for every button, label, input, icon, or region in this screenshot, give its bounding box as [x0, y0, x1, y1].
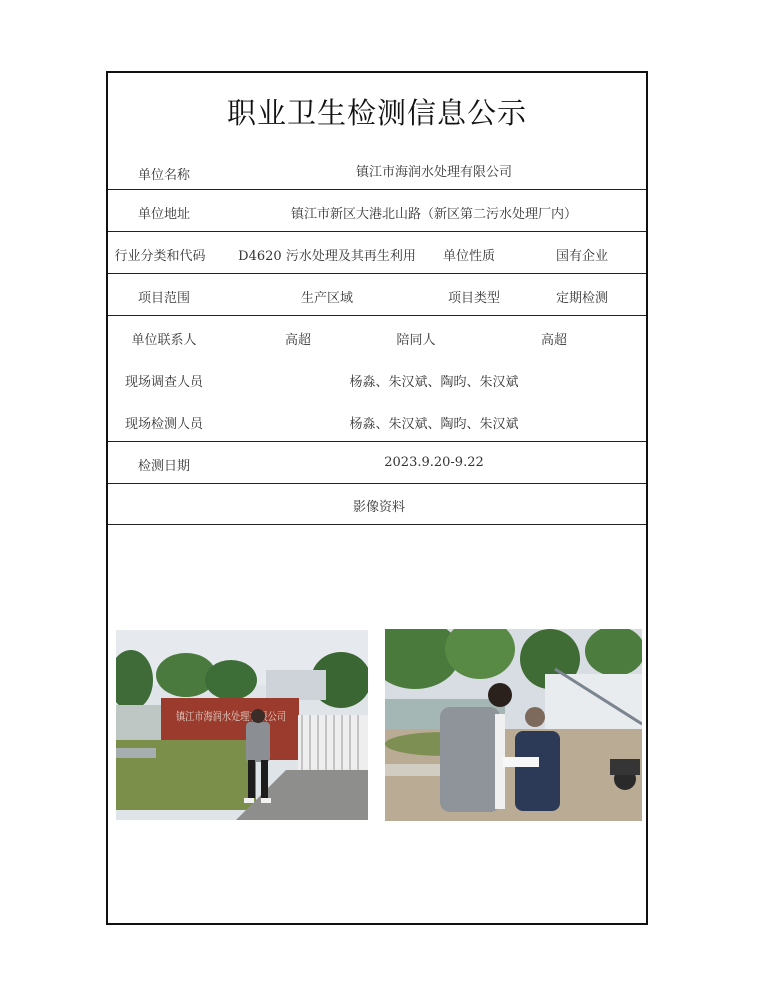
- escort-label: 陪同人: [396, 333, 436, 348]
- contact-label: 单位联系人: [131, 333, 197, 348]
- contact-value: 高超: [284, 333, 312, 348]
- table-divider: [108, 273, 646, 274]
- project-type-label: 项目类型: [447, 291, 501, 306]
- table-divider: [108, 231, 646, 232]
- site-survey-photo: [385, 629, 642, 821]
- photos-label: 影像资料: [352, 500, 406, 515]
- gate-sign-text: 镇江市海润水处理有限公司: [176, 710, 308, 723]
- table-divider: [108, 315, 646, 316]
- project-scope-label: 项目范围: [137, 291, 191, 306]
- table-divider: [108, 189, 646, 190]
- survey-staff-label: 现场调查人员: [124, 375, 204, 390]
- table-divider: [108, 524, 646, 525]
- unit-address-value: 镇江市新区大港北山路（新区第二污水处理厂内）: [290, 207, 578, 222]
- test-staff-label: 现场检测人员: [124, 417, 204, 432]
- test-staff-value: 杨淼、朱汉斌、陶昀、朱汉斌: [349, 417, 519, 432]
- table-divider: [108, 483, 646, 484]
- survey-staff-value: 杨淼、朱汉斌、陶昀、朱汉斌: [349, 375, 519, 390]
- table-divider: [108, 441, 646, 442]
- project-type-value: 定期检测: [555, 291, 609, 306]
- escort-value: 高超: [540, 333, 568, 348]
- unit-name-label: 单位名称: [137, 168, 191, 183]
- notice-sheet: [106, 71, 648, 925]
- site-entrance-photo: [116, 630, 368, 820]
- unit-address-label: 单位地址: [137, 207, 191, 222]
- test-date-label: 检测日期: [137, 459, 191, 474]
- unit-nature-value: 国有企业: [555, 249, 609, 264]
- test-date-value: 2023.9.20-9.22: [384, 455, 484, 470]
- industry-label: 行业分类和代码: [114, 249, 206, 264]
- industry-value: D4620 污水处理及其再生利用: [238, 249, 416, 264]
- page-title: 职业卫生检测信息公示: [226, 96, 527, 130]
- unit-name-value: 镇江市海润水处理有限公司: [355, 165, 513, 180]
- project-scope-value: 生产区域: [300, 291, 354, 306]
- unit-nature-label: 单位性质: [442, 249, 496, 264]
